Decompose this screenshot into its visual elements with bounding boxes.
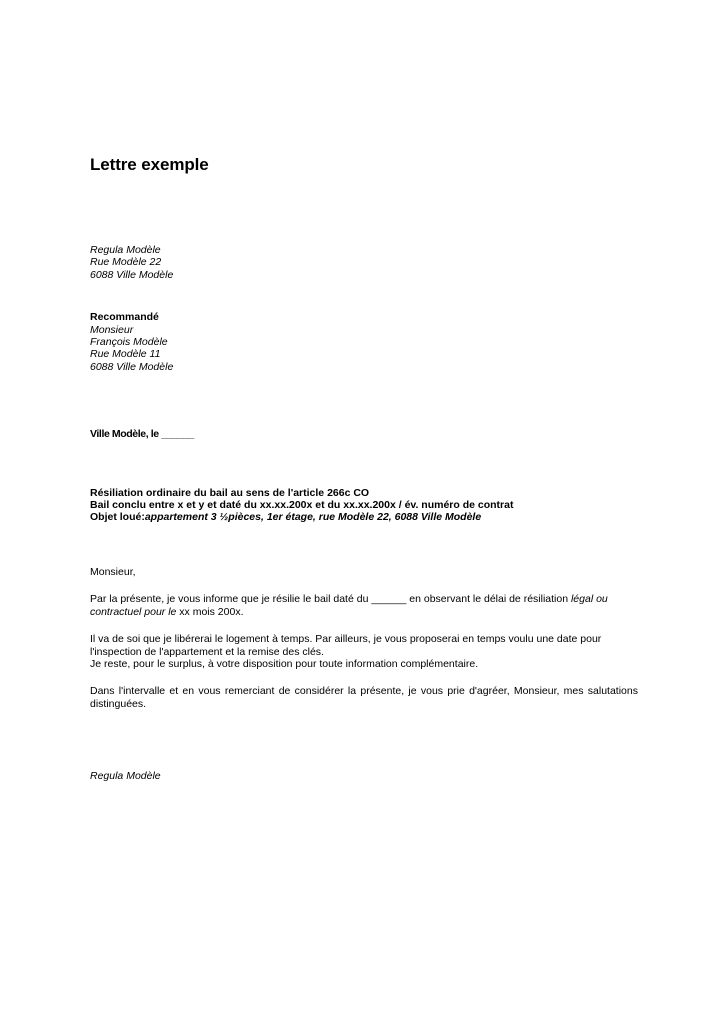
body-paragraph-1 xyxy=(90,593,638,618)
date-place-line xyxy=(90,428,638,440)
body-paragraph-2 xyxy=(90,633,638,670)
paragraph-1-part-1: Par la présente, je vous informe que je résilie le bail daté du ______ en observant le délai de résiliation xyxy=(90,593,571,606)
sender-address-block xyxy=(90,244,638,281)
body-salutation-text: Monsieur, xyxy=(90,565,136,578)
paragraph-2-line-1: Il va de soi que je libérerai le logement à temps. Par ailleurs, je vous proposerai en temps voulu une date pour l'inspection de l'appartement et la remise des clés. xyxy=(90,633,605,658)
subject-object-label: Objet loué: xyxy=(90,511,145,524)
subject-line-3 xyxy=(90,511,638,523)
page-title: Lettre exemple xyxy=(90,155,209,174)
recipient-street: Rue Modèle 11 xyxy=(90,348,161,361)
delivery-mode: Recommandé xyxy=(90,311,159,324)
signature-name: Regula Modèle xyxy=(90,770,161,783)
paragraph-2-line-2: Je reste, pour le surplus, à votre disposition pour toute information complémentaire. xyxy=(90,657,479,670)
recipient-name: François Modèle xyxy=(90,336,168,349)
subject-line-2: Bail conclu entre x et y et daté du xx.xx.200x et du xx.xx.200x / év. numéro de contrat xyxy=(90,499,514,512)
letter-content xyxy=(90,155,638,783)
recipient-salutation: Monsieur xyxy=(90,323,134,336)
body-paragraph-3 xyxy=(90,685,638,710)
sender-name: Regula Modèle xyxy=(90,244,161,256)
paragraph-3-text: Dans l'intervalle et en vous remerciant de considérer la présente, je vous prie d'agréer, Monsieur, mes salutations distinguées. xyxy=(90,685,638,710)
signature-block xyxy=(90,770,638,782)
sender-city: 6088 Ville Modèle xyxy=(90,268,174,281)
subject-line-1: Résiliation ordinaire du bail au sens de l'article 266c CO xyxy=(90,486,370,499)
paragraph-1-italic: légal ou contractuel pour le xyxy=(90,593,608,618)
sender-street: Rue Modèle 22 xyxy=(90,256,162,269)
paragraph-1-part-2: xx mois 200x. xyxy=(176,605,244,618)
recipient-address-block xyxy=(90,311,638,373)
subject-object-value: appartement 3 ½pièces, 1er étage, rue Modèle 22, 6088 Ville Modèle xyxy=(144,511,482,524)
recipient-city: 6088 Ville Modèle xyxy=(90,360,174,373)
subject-block xyxy=(90,487,638,524)
body-salutation xyxy=(90,566,638,578)
date-place-text: Ville Modèle, le ______ xyxy=(90,428,194,441)
